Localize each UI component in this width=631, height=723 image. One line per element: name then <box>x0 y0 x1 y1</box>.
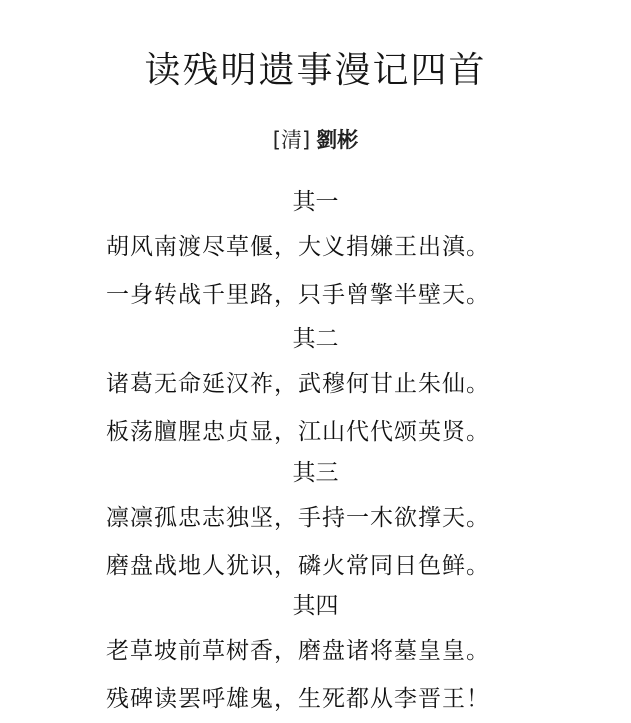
author-name: 劉彬 <box>316 128 359 152</box>
poem-heading: 其一 <box>292 189 339 215</box>
poem-section-4 <box>0 585 631 723</box>
author-dynasty: [清] <box>272 128 311 152</box>
poem-line: 诸葛无命延汉祚，武穆何甘止朱仙。 <box>106 371 490 397</box>
poem-section-3 <box>0 452 631 590</box>
poem-line: 老草坡前草树香，磨盘诸将墓皇皇。 <box>106 638 490 664</box>
author-line <box>0 124 631 154</box>
poem-line: 一身转战千里路，只手曾擎半壁天。 <box>106 282 490 308</box>
poem-line: 板荡膻腥忠贞显，江山代代颂英贤。 <box>106 419 490 445</box>
poem-line: 残碑读罢呼雄鬼，生死都从李晋王！ <box>106 686 490 712</box>
poem-line: 胡风南渡尽草偃，大义捐嫌王出滇。 <box>106 234 490 260</box>
poem-section-1 <box>0 181 631 319</box>
poem-heading: 其三 <box>292 460 339 486</box>
poem-line: 凛凛孤忠志独坚，手持一木欲撑天。 <box>106 505 490 531</box>
poem-section-2 <box>0 318 631 456</box>
poem-heading: 其四 <box>292 593 339 619</box>
page-title: 读残明遗事漫记四首 <box>144 50 487 91</box>
poem-line: 磨盘战地人犹识，磷火常同日色鲜。 <box>106 553 490 579</box>
poem-heading: 其二 <box>292 326 339 352</box>
